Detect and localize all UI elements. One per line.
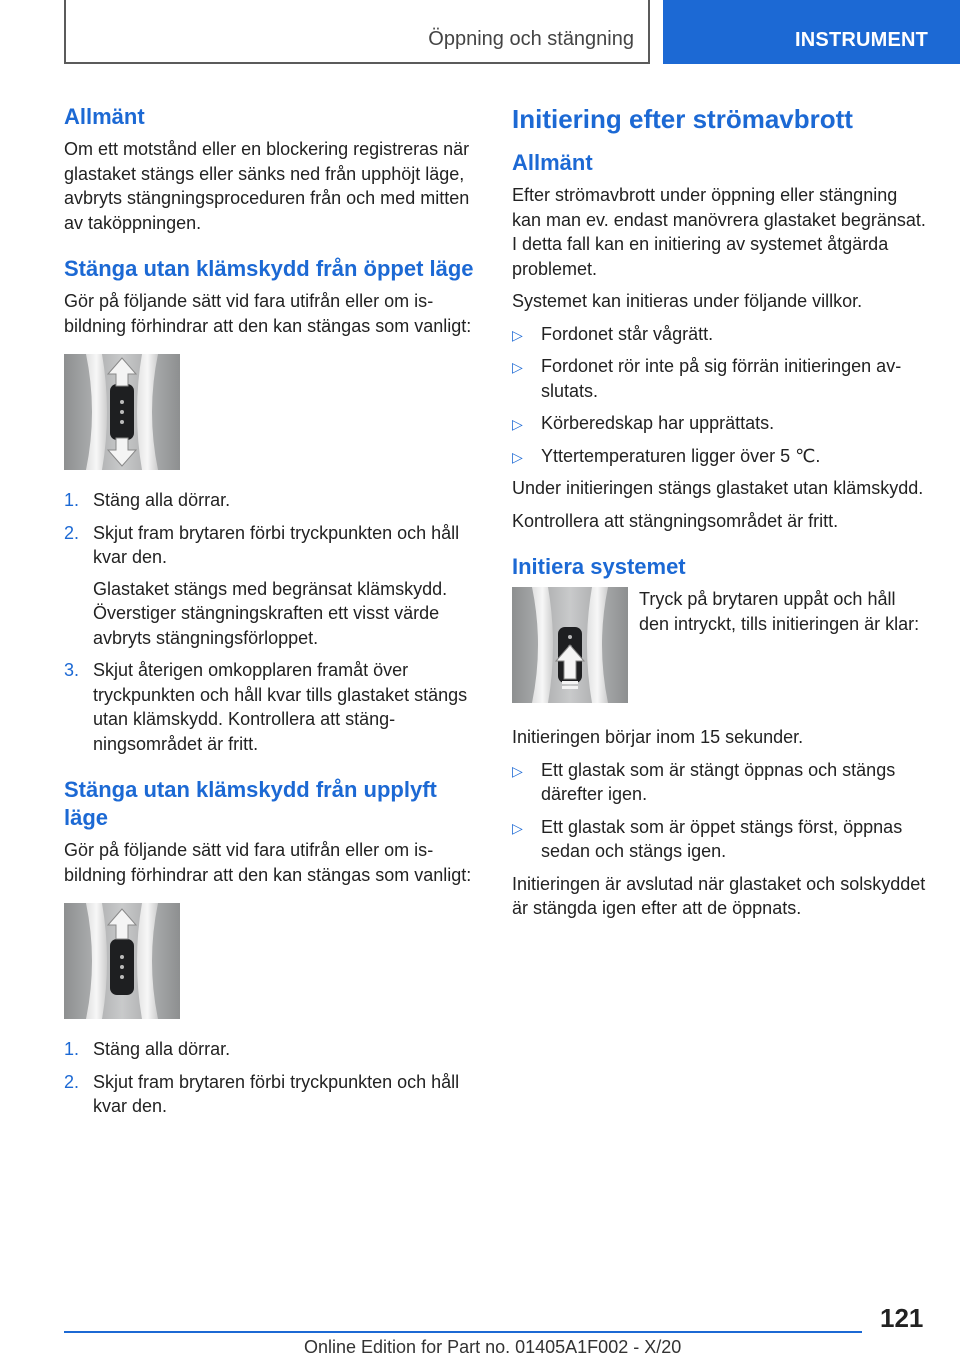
heading-initialization: Initiering efter strömavbrott <box>512 104 853 134</box>
paragraph-close-from-raised: Gör på följande sätt vid fara utifrån eller om isbildning förhindrar att den kan stängas som vanligt: <box>64 840 472 885</box>
heading-close-from-open: Stänga utan klämskydd från öppet läge <box>64 256 474 281</box>
header-section-box <box>64 0 650 64</box>
list-item-text: Fordonet står vågrätt. <box>541 323 714 344</box>
step-text: Skjut fram brytaren förbi tryckpunkten och håll kvar den. <box>93 522 460 567</box>
switch-forward-image-2 <box>64 903 180 1019</box>
heading-initialize-system: Initiera systemet <box>512 554 686 579</box>
header-section-title: Öppning och stängning <box>428 28 634 50</box>
list-item <box>512 322 928 347</box>
header-chapter-tab <box>663 0 960 64</box>
heading-general-right: Allmänt <box>512 150 593 175</box>
paragraph-check-area: Kontrollera att stängningsområdet är fritt. <box>512 510 839 531</box>
paragraph-completed: Initieringen är avslutad när glastaket och solskyddet är stängda igen efter att de öppnats. <box>512 873 926 918</box>
step-note: Glastaket stängs med begränsat klämskydd. Överstiger stängningskraften ett visst värde avbryts stängningsförloppet. <box>93 578 448 648</box>
figure-caption: Tryck på brytaren uppåt och håll den intryckt, tills initieringen är klar: <box>639 589 920 634</box>
steps-list-raised <box>64 1037 478 1119</box>
step-item <box>64 521 478 651</box>
footer-edition: Online Edition for Part no. 01405A1F002 - X/20 <box>304 1337 682 1357</box>
step-number: 2. <box>64 522 80 543</box>
switch-up-image <box>512 587 628 703</box>
list-item <box>512 444 928 469</box>
triangle-right-outline-icon: ▷ <box>512 326 523 343</box>
steps-list-open <box>64 488 478 756</box>
list-item-text: Körberedskap har upprättats. <box>541 413 775 433</box>
heading-general: Allmänt <box>64 104 145 129</box>
step-item <box>64 658 478 756</box>
triangle-right-outline-icon: ▷ <box>512 416 523 432</box>
list-item-text: Ett glastak som är öppet stängs först, öppnas sedan och stängs igen. <box>541 816 903 861</box>
step-number: 1. <box>64 1039 80 1059</box>
list-item <box>512 354 928 403</box>
list-item-text: Ett glastak som är stängt öppnas och stängs därefter igen. <box>541 759 896 804</box>
paragraph-power-failure: Efter strömavbrott under öppning eller stängning kan man ev. endast manövrera glastaket begränsat. I detta fall kan en initiering av systemet åtgärda problemet. <box>512 185 926 279</box>
heading-close-from-raised: Stänga utan klämskydd från upplyft läge <box>64 777 437 830</box>
step-text: Stäng alla dörrar. <box>93 1039 231 1059</box>
paragraph-starts-within: Initieringen börjar inom 15 sekunder. <box>512 727 804 747</box>
step-item <box>64 1037 478 1062</box>
paragraph-close-from-open: Gör på följande sätt vid fara utifrån eller om isbildning förhindrar att den kan stängas som vanligt: <box>64 291 472 336</box>
triangle-right-outline-icon: ▷ <box>512 819 523 836</box>
triangle-right-outline-icon: ▷ <box>512 448 523 465</box>
switch-forward-image <box>64 354 180 470</box>
figure-with-caption <box>512 587 928 703</box>
page-number: 121 <box>880 1303 924 1333</box>
behaviour-list <box>512 758 928 864</box>
list-item-text: Fordonet rör inte på sig förrän initieringen avslutats. <box>541 356 902 401</box>
step-number: 2. <box>64 1071 80 1092</box>
step-text: Stäng alla dörrar. <box>93 490 231 510</box>
paragraph-general: Om ett motstånd eller en blockering registreras när glastaket stängs eller sänks ned från upphöjt läge, avbryts stängningsproceduren från och med mitten av taköppningen. <box>64 139 470 233</box>
conditions-list <box>512 322 928 469</box>
header-chapter-label: INSTRUMENT <box>795 29 929 51</box>
footer-rule <box>64 1331 862 1333</box>
paragraph-no-pinch-protection: Under initieringen stängs glastaket utan klämskydd. <box>512 478 924 498</box>
list-item <box>512 758 928 807</box>
step-number: 3. <box>64 660 80 680</box>
triangle-right-outline-icon: ▷ <box>512 762 523 779</box>
step-text: Skjut återigen omkopplaren framåt över tryckpunkten och håll kvar tills glastaket stängs utan klämskydd. Kontrollera att stängningsområdet är fritt. <box>93 660 468 754</box>
step-item <box>64 488 478 513</box>
list-item <box>512 411 928 436</box>
left-column <box>64 100 478 1127</box>
paragraph-conditions: Systemet kan initieras under följande villkor. <box>512 291 863 311</box>
step-number: 1. <box>64 490 80 510</box>
right-column <box>512 100 928 929</box>
step-text: Skjut fram brytaren förbi tryckpunkten och håll kvar den. <box>93 1071 460 1116</box>
triangle-right-outline-icon: ▷ <box>512 359 523 375</box>
step-item <box>64 1070 478 1119</box>
list-item-text: Yttertemperaturen ligger över 5 ℃. <box>541 445 821 466</box>
list-item <box>512 815 928 864</box>
